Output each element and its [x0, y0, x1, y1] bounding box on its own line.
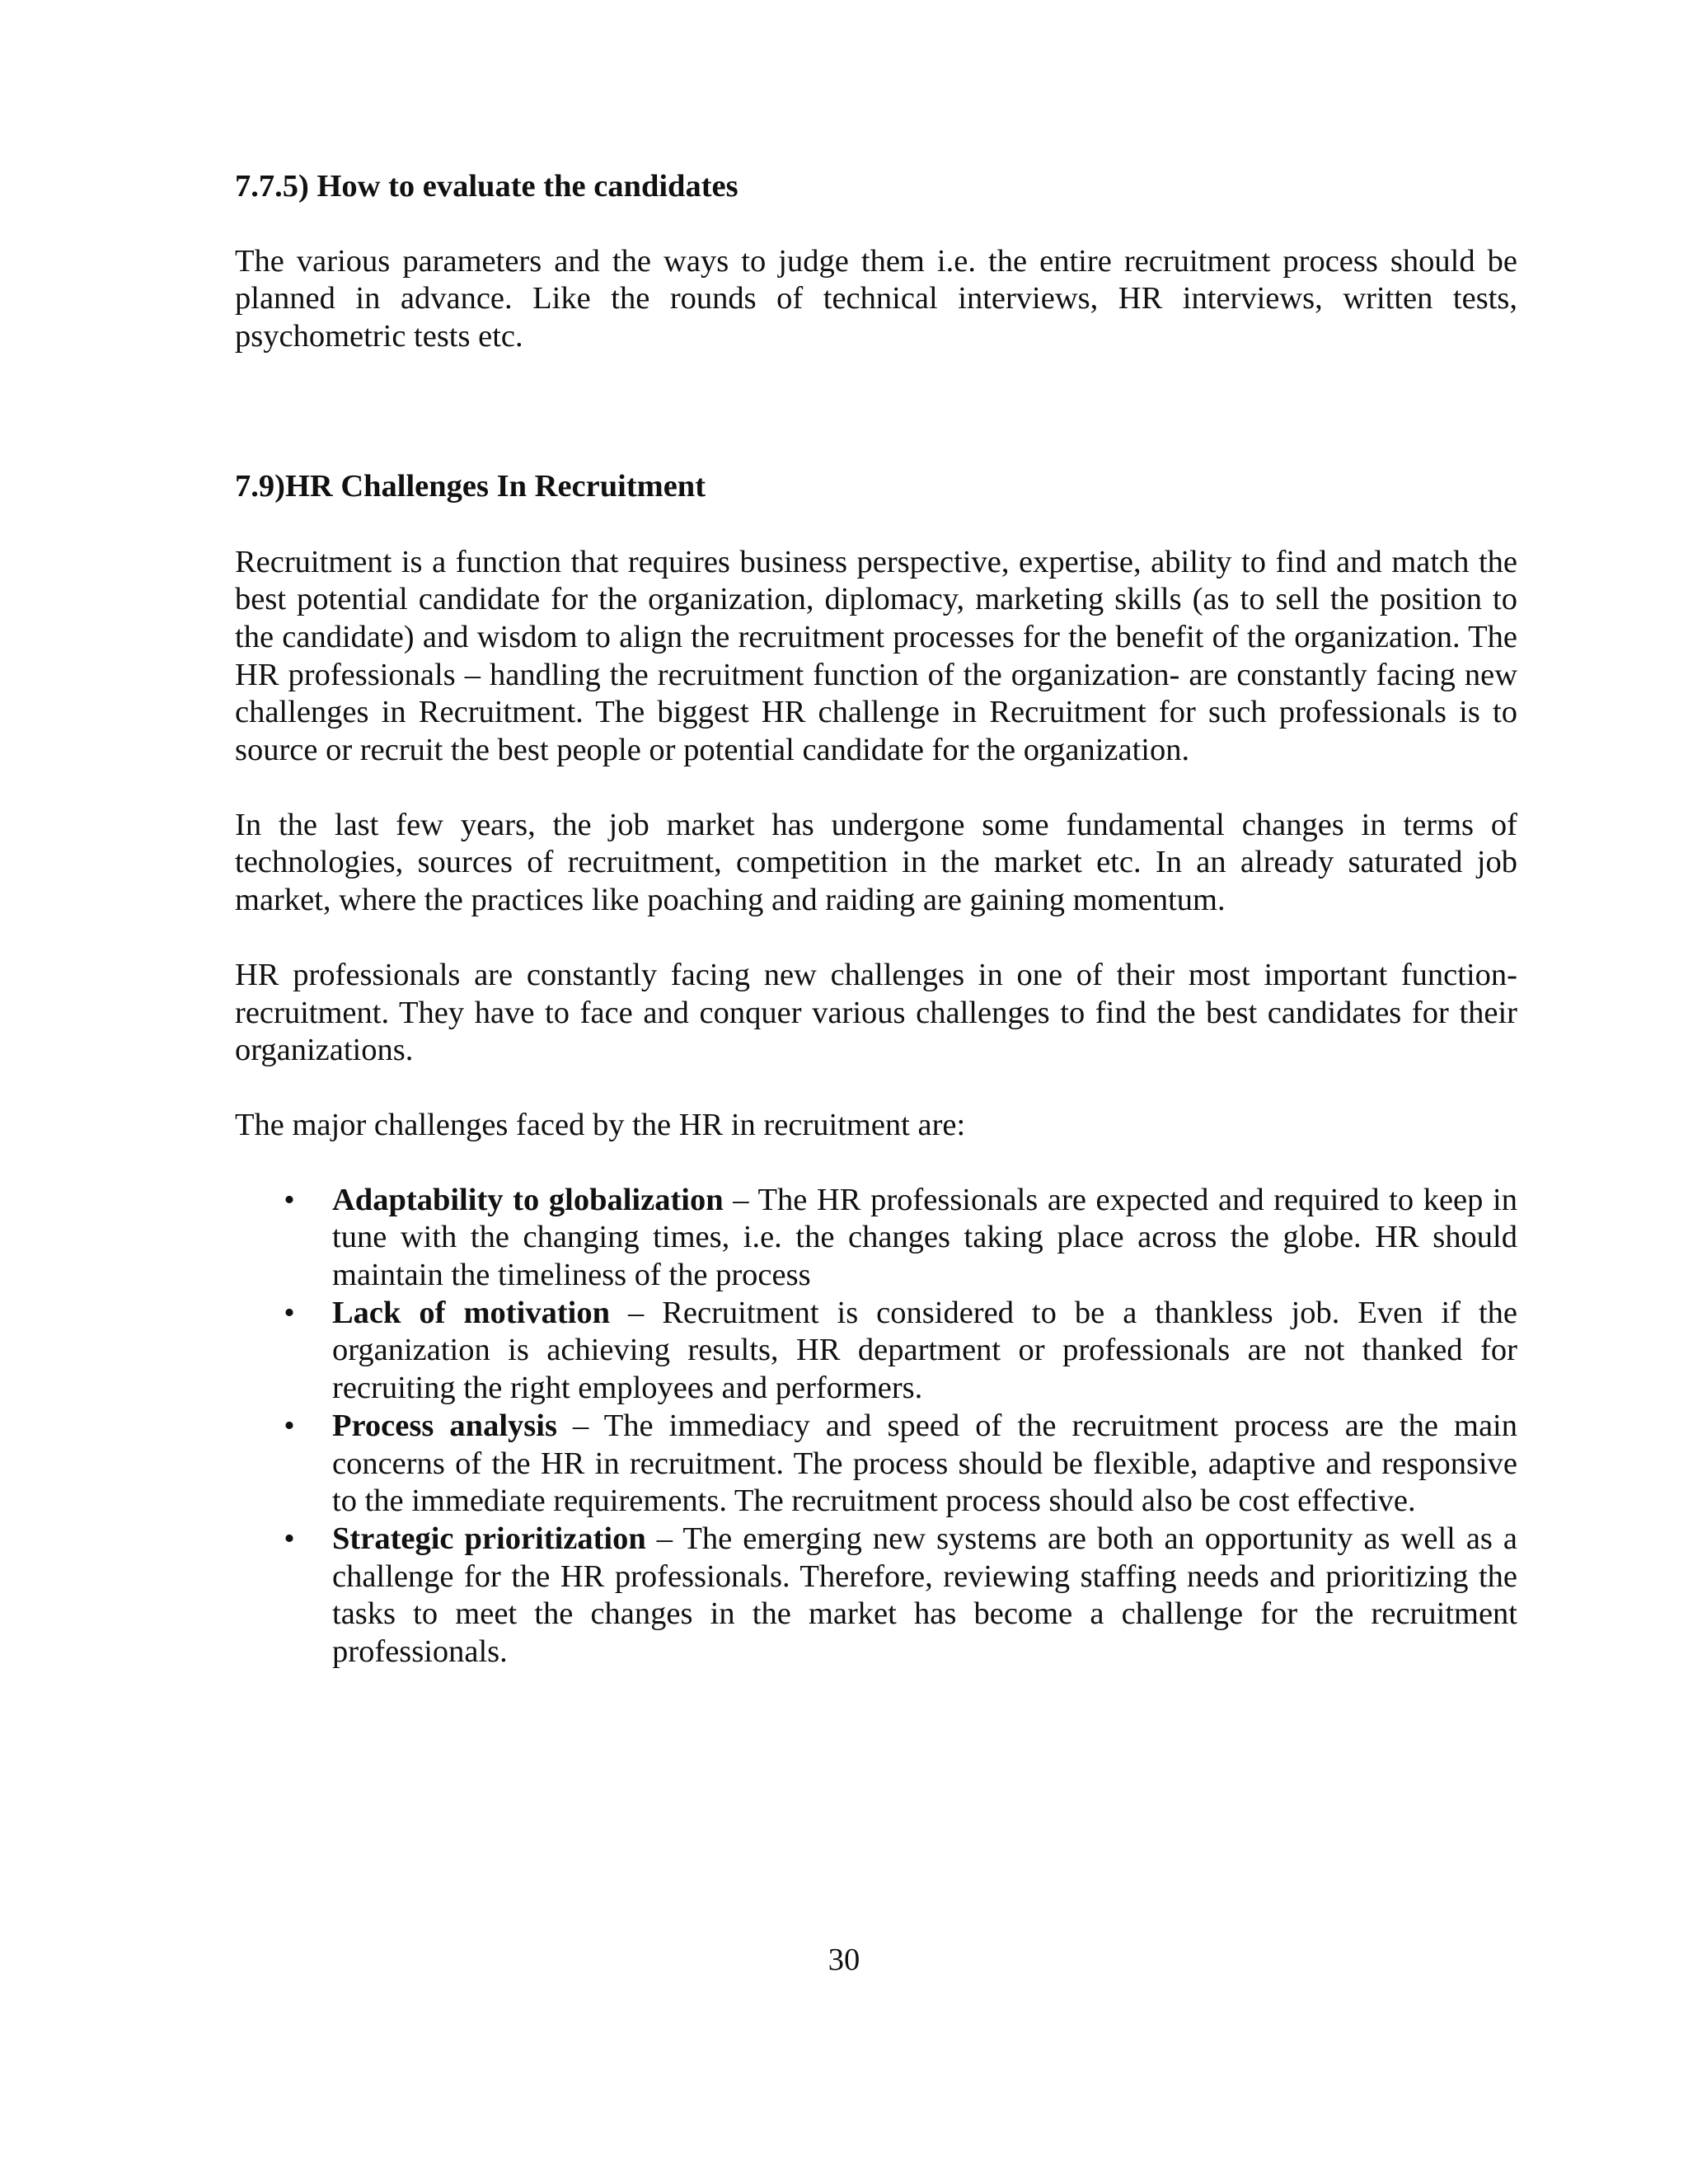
bullet-icon: •	[284, 1295, 295, 1330]
bullet-text: – The emerging new systems are both an opportunity as well as a challenge for the HR professionals. Therefore, reviewing staffing needs and prioritizing the tasks to meet the changes in the market has become a challenge for the recruitment professionals.	[332, 1521, 1518, 1670]
bullet-text: – The immediacy and speed of the recruitment process are the main concerns of the HR in recruitment. The process should be flexible, adaptive and responsive to the immediate requirements. The recruitment process should also be cost effective.	[332, 1408, 1517, 1519]
section-775-paragraph: The various parameters and the ways to judge them i.e. the entire recruitment process should be planned in advance. Like the rounds of technical interviews, HR interviews, written tests, psychometric tests etc.	[235, 243, 1517, 354]
bullet-term: Adaptability to globalization	[332, 1182, 724, 1217]
section-heading-775: 7.7.5) How to evaluate the candidates	[235, 169, 738, 204]
bullet-term: Process analysis	[332, 1408, 557, 1443]
bullet-text: – Recruitment is considered to be a thankless job. Even if the organization is achieving results, HR department or professionals are not thanked for recruiting the right employees and performers.	[332, 1295, 1517, 1406]
bullet-text: – The HR professionals are expected and required to keep in tune with the changing times, i.e. the changes taking place across the globe. HR should maintain the timeliness of the process	[332, 1182, 1517, 1293]
paragraph-major-challenges-intro: The major challenges faced by the HR in recruitment are:	[235, 1107, 966, 1142]
list-item	[235, 1295, 1517, 1408]
paragraph-hr-professionals: HR professionals are constantly facing new challenges in one of their most important function-recruitment. They have to face and conquer various challenges to find the best candidates for their organizations.	[235, 957, 1517, 1068]
page-content	[235, 168, 1517, 1671]
paragraph-recruitment-function: Recruitment is a function that requires business perspective, expertise, ability to find and match the best potential candidate for the organization, diplomacy, marketing skills (as to sell the position to the candidate) and wisdom to align the recruitment processes for the benefit of the organization. The HR professionals – handling the recruitment function of the organization- are constantly facing new challenges in Recruitment. The biggest HR challenge in Recruitment for such professionals is to source or recruit the best people or potential candidate for the organization.	[235, 544, 1517, 768]
list-item	[235, 1521, 1517, 1671]
bullet-term: Strategic prioritization	[332, 1521, 646, 1556]
paragraph-job-market: In the last few years, the job market has undergone some fundamental changes in terms of technologies, sources of recruitment, competition in the market etc. In an already saturated job market, where the practices like poaching and raiding are gaining momentum.	[235, 807, 1517, 918]
list-item	[235, 1408, 1517, 1521]
bullet-icon: •	[284, 1182, 295, 1217]
section-heading-79: 7.9)HR Challenges In Recruitment	[235, 468, 706, 504]
challenges-list	[235, 1182, 1517, 1671]
bullet-icon: •	[284, 1408, 295, 1443]
bullet-term: Lack of motivation	[332, 1295, 610, 1330]
page-number: 30	[828, 1943, 860, 1977]
list-item	[235, 1182, 1517, 1295]
bullet-icon: •	[284, 1521, 295, 1556]
